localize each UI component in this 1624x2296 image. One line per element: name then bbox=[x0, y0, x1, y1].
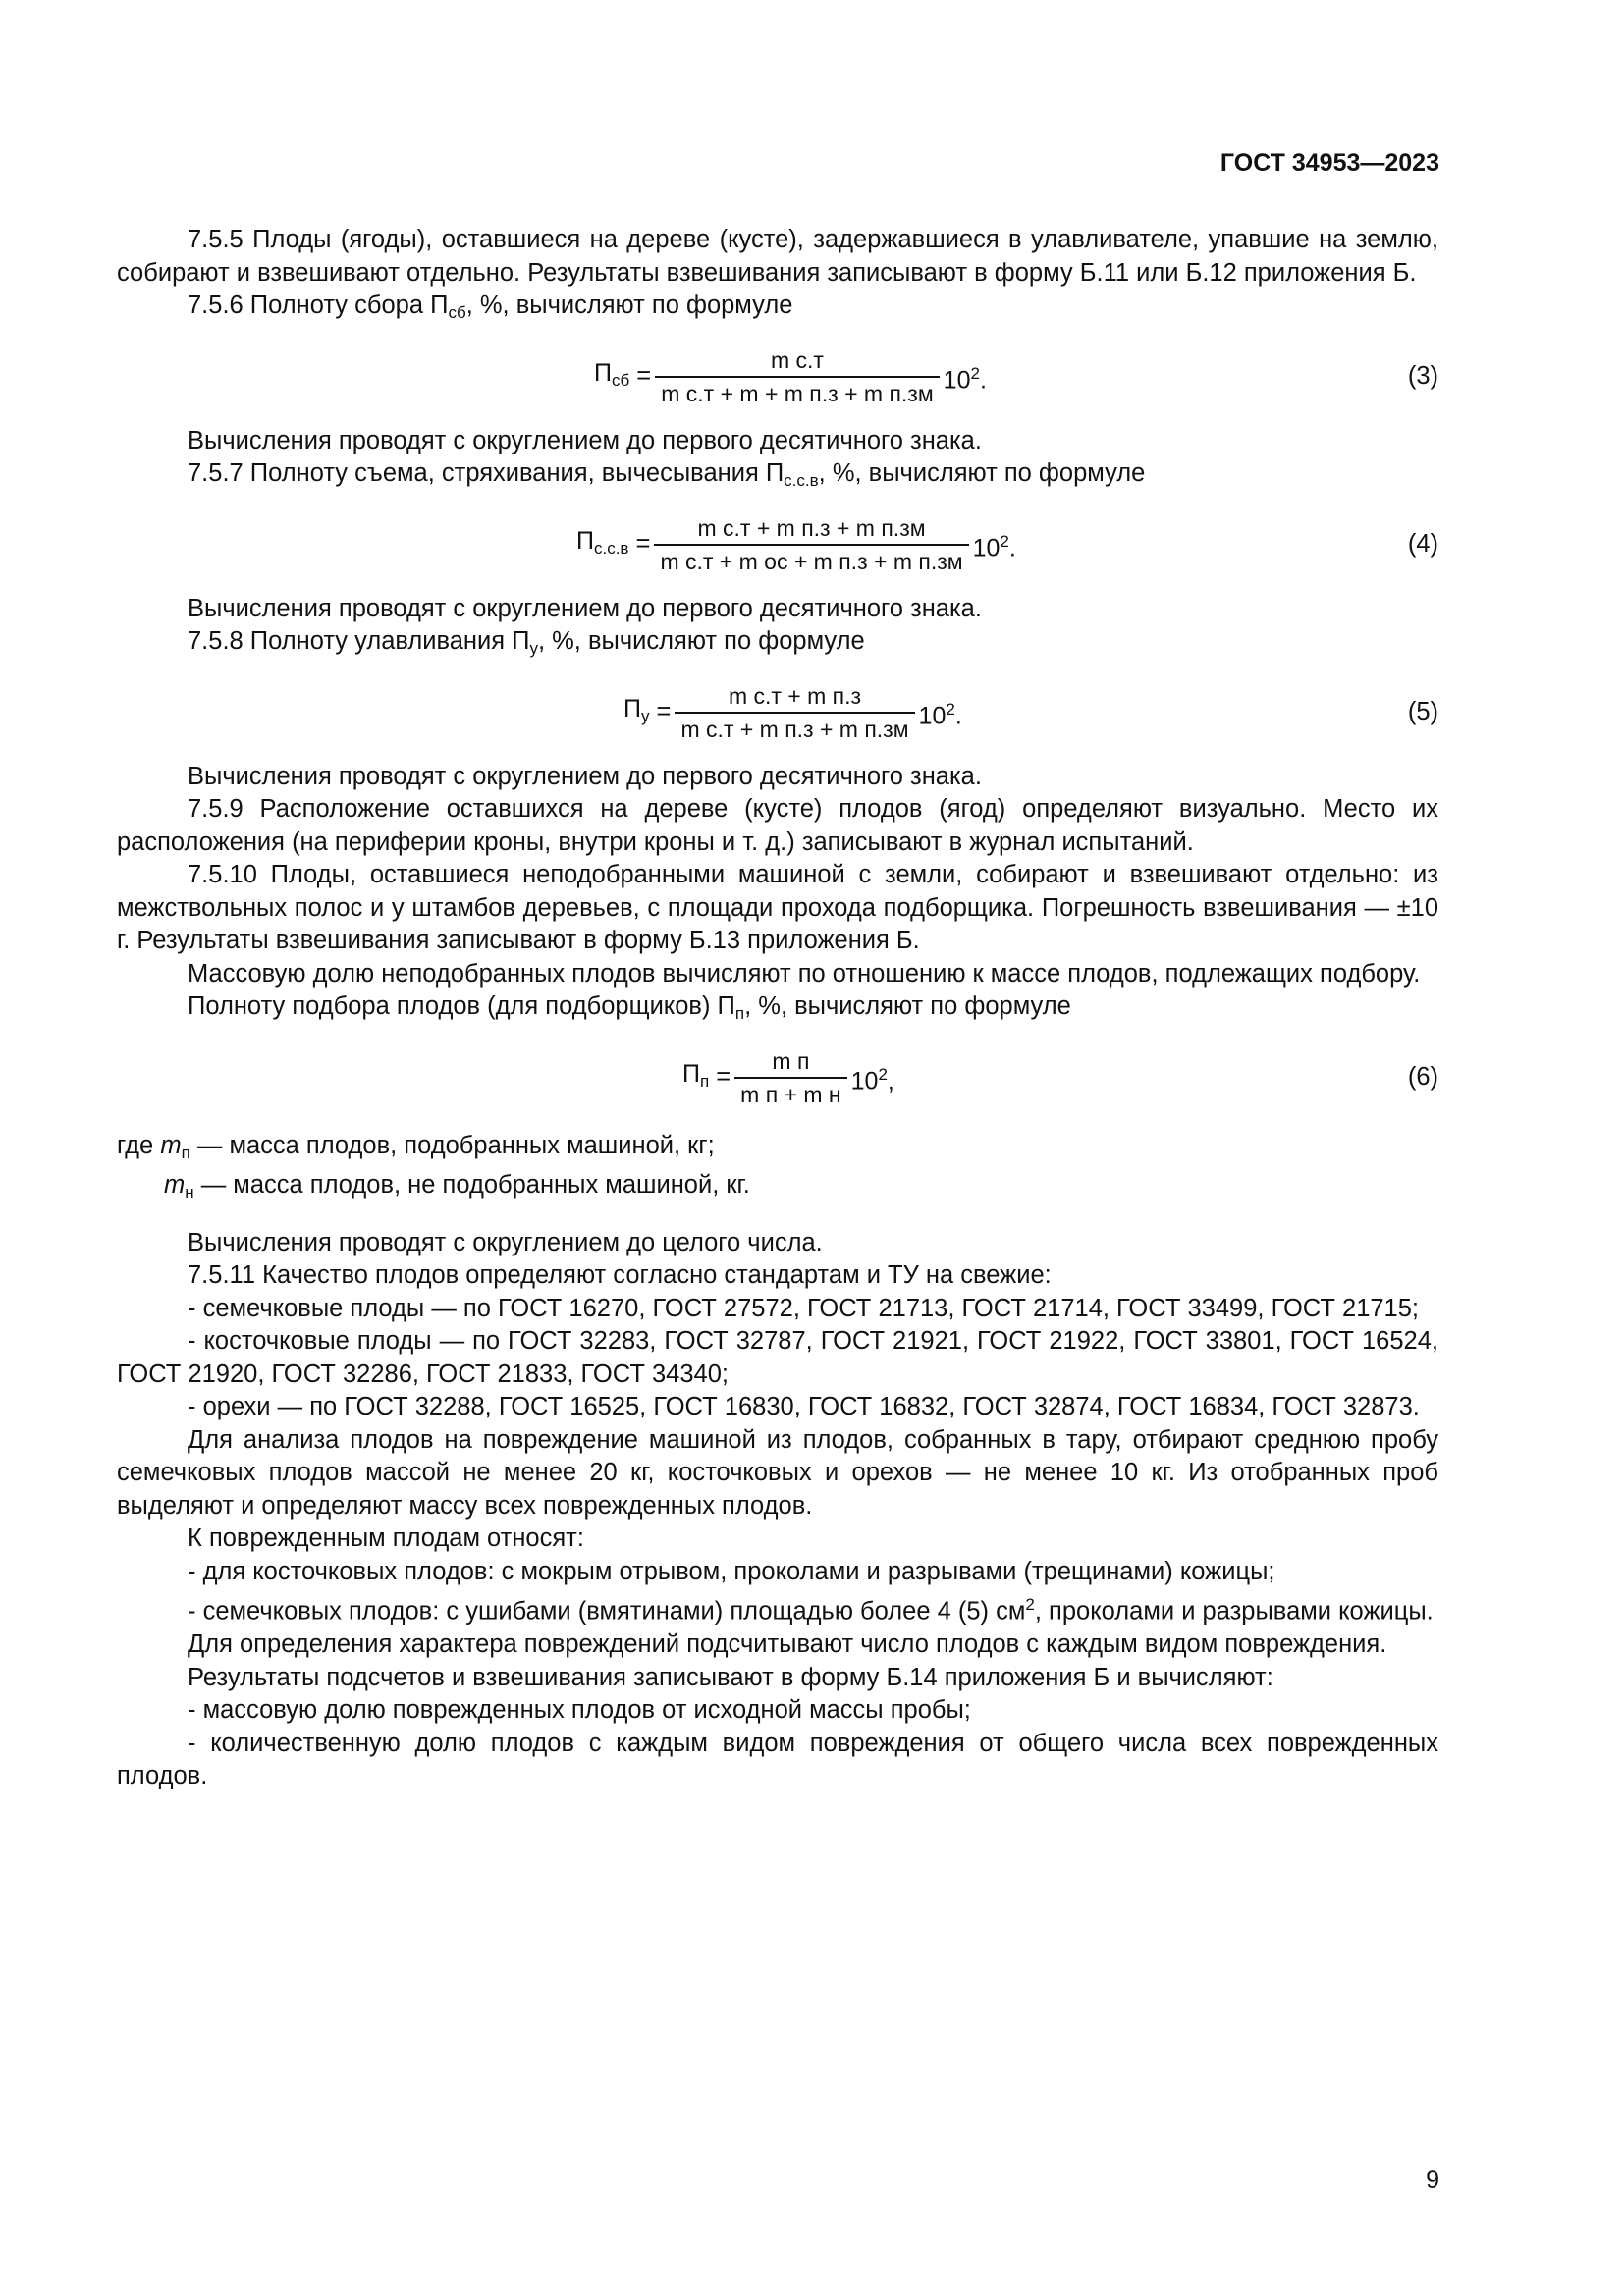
where-line-2: $m_н$ — масса плодов, не подобранных машиной, кг. bbox=[164, 1171, 750, 1201]
paragraph-7-5-8: 7.5.8 Полноту улавливания $П_у$, %, вычисляют по формуле bbox=[188, 627, 865, 658]
paragraph-7-5-6: 7.5.6 Полноту сбора $П_{сб}$, %, вычисляют по формуле bbox=[188, 292, 793, 322]
formula-3-fraction: $\frac{\text{m с.т}}{\text{m с.т + m + m п.з + m п.зм}}$ bbox=[655, 346, 939, 408]
formula-6: $П_п$ = $\frac{\text{m п}}{\text{m п + m н}}$ $10^2$, (6) bbox=[117, 1031, 1438, 1126]
paragraph-7-5-5: 7.5.5 Плоды (ягоды), оставшиеся на дереве (кусте), задержавшиеся в улавливателе, упавшие на землю, собирают и взвешивают отдельно. Результаты взвешивания записывают в форму Б.11 или Б.12 приложения Б. bbox=[117, 226, 1438, 287]
document-header: ГОСТ 34953—2023 bbox=[1219, 149, 1439, 177]
paragraph-7-5-10: 7.5.10 Плоды, оставшиеся неподобранными машиной с земли, собирают и взвешивают отдельно: из межствольных полос и у штамбов деревьев, с площади прохода подборщика. Погрешность взвешивания — ±10 г. Результаты взвешивания записывают в форму Б.13 приложения Б. bbox=[117, 861, 1438, 954]
formula-3: $П_{сб}$ = $\frac{\text{m с.т}}{\text{m с.т + m + m п.з + m п.зм}}$ $10^2$. (3) bbox=[117, 330, 1438, 425]
where-line-1: где $m_п$ — масса плодов, подобранных машиной, кг; bbox=[117, 1131, 715, 1162]
formula-5-number: (5) bbox=[1407, 698, 1438, 726]
formula-4-fraction: $\frac{\text{m с.т + m п.з + m п.зм}}{\text{m с.т + m ос + m п.з + m п.зм}}$ bbox=[654, 513, 968, 576]
calc-note-3: Вычисления проводят с округлением до первого десятичного знака. bbox=[188, 762, 982, 790]
paragraph-7-5-11: 7.5.11 Качество плодов определяют согласно стандартам и ТУ на свежие: bbox=[188, 1261, 1052, 1289]
paragraph-7-5-7: 7.5.7 Полноту съема, стряхивания, вычесывания $П_{с.с.в}$, %, вычисляют по формуле bbox=[188, 459, 1146, 490]
results-paragraph: Результаты подсчетов и взвешивания записывают в форму Б.14 приложения Б и вычисляют: bbox=[188, 1663, 1273, 1691]
page-number: 9 bbox=[1426, 2166, 1439, 2194]
formula-4: $П_{с.с.в}$ = $\frac{\text{m с.т + m п.з + m п.зм}}{\text{m с.т + m ос + m п.з + m п.зм}}$ $10^2$. (4) bbox=[117, 498, 1438, 593]
calc-note-4: Вычисления проводят с округлением до целого числа. bbox=[188, 1228, 823, 1256]
list-item-stone: - косточковые плоды — по ГОСТ 32283, ГОСТ 32787, ГОСТ 21921, ГОСТ 21922, ГОСТ 33801, ГОСТ 16524, ГОСТ 21920, ГОСТ 32286, ГОСТ 21833, ГОСТ 34340; bbox=[117, 1327, 1438, 1388]
list-item-nuts: - орехи — по ГОСТ 32288, ГОСТ 16525, ГОСТ 16830, ГОСТ 16832, ГОСТ 32874, ГОСТ 16834, ГОСТ 32873. bbox=[188, 1393, 1420, 1420]
formula-6-fraction: $\frac{\text{m п}}{\text{m п + m н}}$ bbox=[734, 1046, 846, 1109]
damaged-item-stone: - для косточковых плодов: с мокрым отрывом, проколами и разрывами (трещинами) кожицы; bbox=[188, 1557, 1275, 1585]
formula-5: $П_у$ = $\frac{\text{m с.т + m п.з}}{\text{m с.т + m п.з + m п.зм}}$ $10^2$. (5) bbox=[117, 666, 1438, 761]
formula-6-number: (6) bbox=[1407, 1063, 1438, 1092]
damaged-item-pome: - семечковых плодов: с ушибами (вмятинами) площадью более 4 (5) $см^2$, проколами и разрывами кожицы. bbox=[188, 1595, 1434, 1626]
where-explanation bbox=[117, 1130, 1438, 1209]
list-item-pome: - семечковые плоды — по ГОСТ 16270, ГОСТ 27572, ГОСТ 21713, ГОСТ 21714, ГОСТ 33499, ГОСТ 21715; bbox=[188, 1294, 1420, 1322]
mass-share-paragraph: Массовую долю неподобранных плодов вычисляют по отношению к массе плодов, подлежащих подбору. bbox=[188, 959, 1421, 988]
formula-3-number: (3) bbox=[1407, 362, 1438, 391]
formula-4-number: (4) bbox=[1407, 530, 1438, 559]
result-item-count: - количественную долю плодов с каждым видом повреждения от общего числа всех поврежденных плодов. bbox=[117, 1729, 1438, 1789]
paragraph-7-5-9: 7.5.9 Расположение оставшихся на дереве (кусте) плодов (ягод) определяют визуально. Место их расположения (на периферии кроны, внутри кроны и т. д.) записывают в журнал испытаний. bbox=[117, 795, 1438, 856]
pick-completeness-paragraph: Полноту подбора плодов (для подборщиков) $П_п$, %, вычисляют по формуле bbox=[188, 992, 1071, 1023]
calc-note-1: Вычисления проводят с округлением до первого десятичного знака. bbox=[188, 426, 982, 454]
damage-character-paragraph: Для определения характера повреждений подсчитывают число плодов с каждым видом повреждения. bbox=[188, 1630, 1387, 1658]
document-body bbox=[117, 224, 1438, 1793]
result-item-mass: - массовую долю поврежденных плодов от исходной массы пробы; bbox=[188, 1696, 971, 1724]
calc-note-2: Вычисления проводят с округлением до первого десятичного знака. bbox=[188, 594, 982, 622]
formula-5-fraction: $\frac{\text{m с.т + m п.з}}{\text{m с.т + m п.з + m п.зм}}$ bbox=[675, 681, 914, 744]
damaged-intro: К поврежденным плодам относят: bbox=[188, 1524, 584, 1552]
analysis-paragraph: Для анализа плодов на повреждение машиной из плодов, собранных в тару, отбирают среднюю пробу семечковых плодов массой не менее 20 кг, косточковых и орехов — не менее 10 кг. Из отобранных проб выделяют и определяют массу всех поврежденных плодов. bbox=[117, 1425, 1438, 1520]
